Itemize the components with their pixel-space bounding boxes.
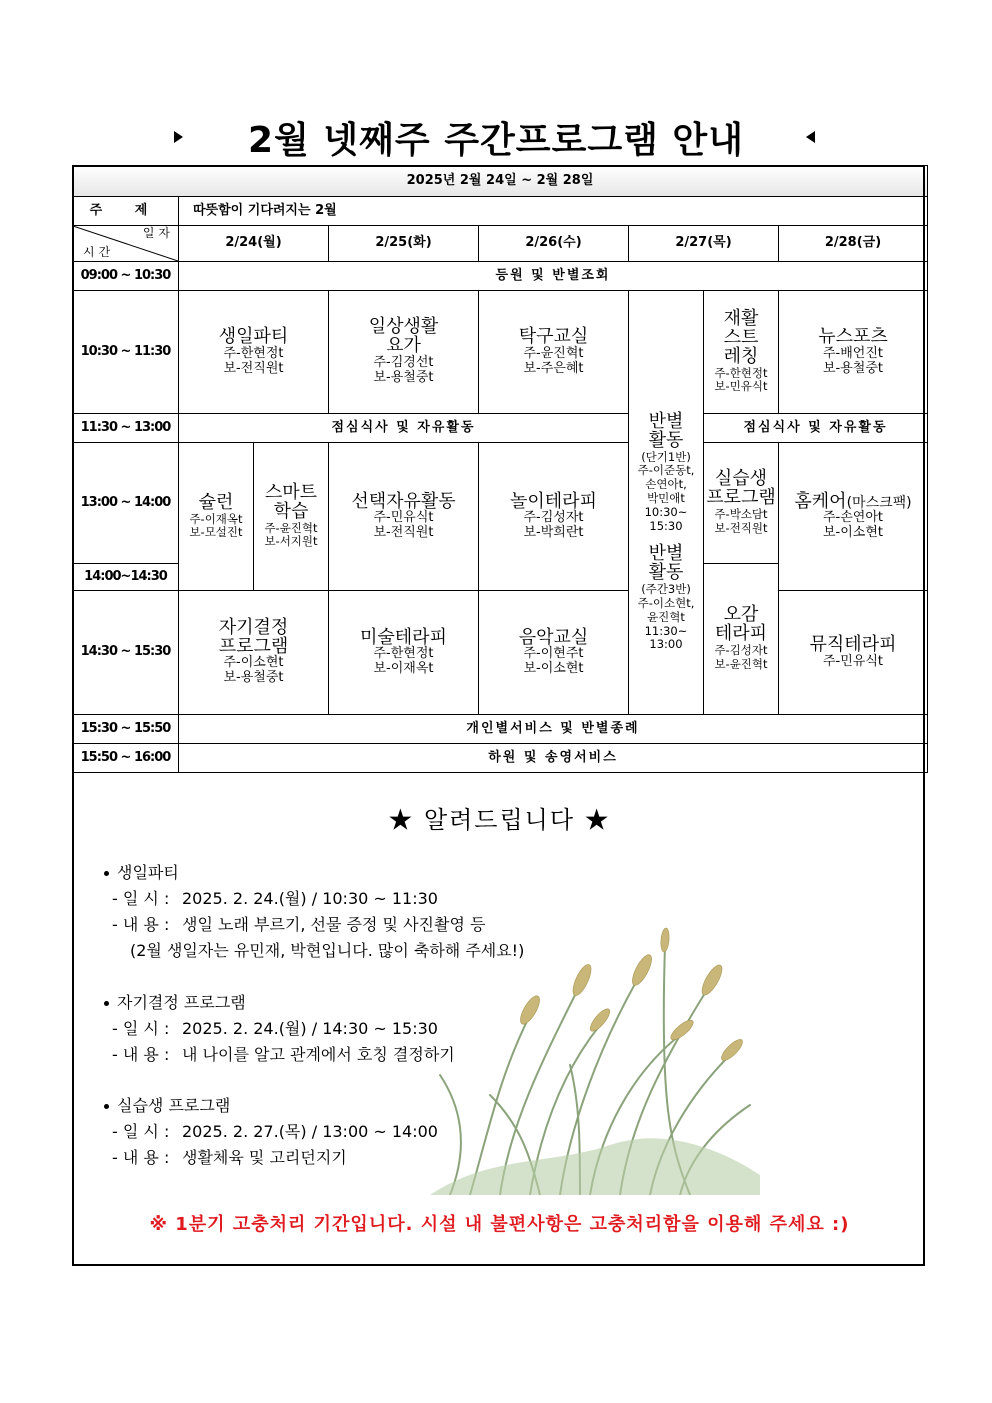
notice-item-self-determination: 자기결정 프로그램 - 일 시 : 2025. 2. 24.(월) / 14:30 ~ 15:30 - 내 용 : 내 나이를 알고 관계에서 호칭 결정하기 [104,990,455,1068]
time-slot: 09:00 ~ 10:30 [73,262,179,291]
day-header-tue: 2/25(화) [329,226,479,262]
time-slot: 13:00 ~ 14:00 [73,443,179,564]
notice-title: ★ 알려드립니다 ★ [388,806,611,834]
corner-day-label: 일자 [142,226,174,240]
time-slot: 15:30 ~ 15:50 [73,715,179,744]
grievance-warning: ※ 1분기 고충처리 기간입니다. 시설 내 불편사항은 고충처리함을 이용해 주세요 :) [149,1214,850,1235]
lunch-row: 점심식사 및 자유활동 [179,414,629,443]
individual-service-row: 개인별서비스 및 반별종례 [179,715,928,744]
bullet-icon [104,1001,109,1006]
corner-time-label: 시간 [83,245,115,260]
program-play-therapy: 놀이테라피 주-김성자t 보-박희란t [479,443,629,591]
day-header-thu: 2/27(목) [629,226,779,262]
program-smart-learning: 스마트 학습 주-윤진혁t 보-서지원t [254,443,329,591]
day-header-wed: 2/26(수) [479,226,629,262]
grass-illustration [430,925,760,1195]
notice-item-birthday: 생일파티 - 일 시 : 2025. 2. 24.(월) / 10:30 ~ 11:30 - 내 용 : 생일 노래 부르기, 선물 증정 및 사진촬영 등 (2월 생일자는 유민재, 박현입니다. 많이 축하해 주세요!) [104,860,524,964]
program-class-activity: 반별 활동 (단기1반) 주-이준동t, 손연아t, 박민애t 10:30~ 15:30 반별 활동 (주간3반) 주-이소현t, 윤진혁t 11:30~ 13:00 [629,291,704,715]
program-music-therapy: 뮤직테라피 주-민유식t [779,591,928,715]
day-header-fri: 2/28(금) [779,226,928,262]
time-slot: 11:30 ~ 13:00 [73,414,179,443]
program-new-sports: 뉴스포츠 주-배언진t 보-용철중t [779,291,928,414]
program-self-determination: 자기결정 프로그램 주-이소현t 보-용철중t [179,591,329,715]
program-rehab-stretching: 재활 스트 레칭 주-한현정t 보-민유식t [704,291,779,414]
page-title: 2월 넷째주 주간프로그램 안내 [248,120,744,161]
bullet-icon [104,871,109,876]
time-slot: 14:30 ~ 15:30 [73,591,179,715]
topic-label: 주 제 [73,197,179,226]
program-daily-yoga: 일상생활 요가 주-김경선t 보-용철중t [329,291,479,414]
time-slot: 10:30 ~ 11:30 [73,291,179,414]
day-header-mon: 2/24(월) [179,226,329,262]
program-music-class: 음악교실 주-이현주t 보-이소현t [479,591,629,715]
program-birthday-party: 생일파티 주-한현정t 보-전직원t [179,291,329,414]
program-sensory-therapy: 오감 테라피 주-김성자t 보-윤진혁t [704,564,779,715]
program-free-activity: 선택자유활동 주-민유식t 보-전직원t [329,443,479,591]
program-table-tennis: 탁구교실 주-윤진혁t 보-주은혜t [479,291,629,414]
program-trainee: 실습생 프로그램 주-박소담t 보-전직원t [704,443,779,564]
program-shuffleboard: 슐런 주-이재옥t 보-모설진t [179,443,254,591]
arrival-row: 등원 및 반별조회 [179,262,928,291]
notice-item-trainee: 실습생 프로그램 - 일 시 : 2025. 2. 27.(목) / 13:00 ~ 14:00 - 내 용 : 생활체육 및 고리던지기 [104,1093,438,1171]
departure-row: 하원 및 송영서비스 [179,744,928,773]
lunch-row-fri: 점심식사 및 자유활동 [704,414,928,443]
bullet-icon [104,1104,109,1109]
date-range: 2025년 2월 24일 ~ 2월 28일 [73,166,928,197]
time-slot: 14:00~14:30 [73,564,179,591]
topic: 따뜻함이 기다려지는 2월 [179,197,928,226]
triangle-left-icon [806,131,815,143]
time-slot: 15:50 ~ 16:00 [73,744,179,773]
program-home-care: 홈케어(마스크팩) 주-손연아t 보-이소현t [779,443,928,591]
program-art-therapy: 미술테라피 주-한현정t 보-이재옥t [329,591,479,715]
